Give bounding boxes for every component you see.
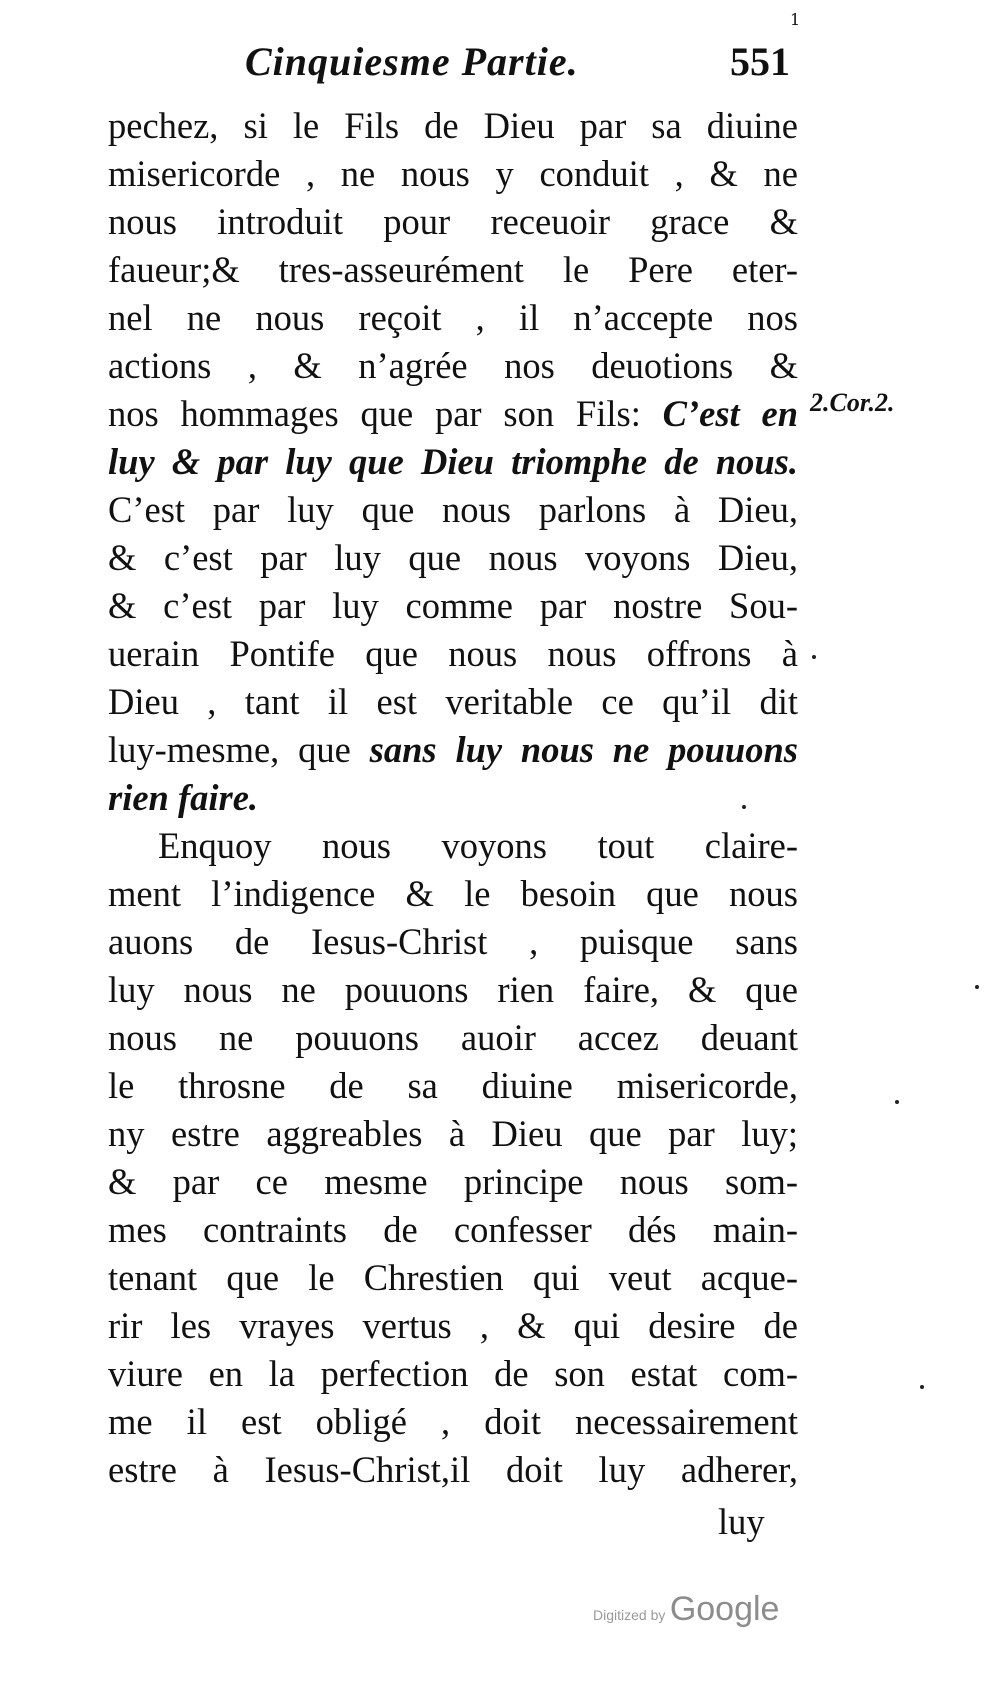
text-line: nous introduit pour receuoir grace & bbox=[108, 201, 798, 242]
corner-mark: 1 bbox=[790, 10, 801, 29]
text-line-with-quote bbox=[108, 726, 798, 774]
paragraph-first-line: Enquoy nous voyons tout claire- bbox=[158, 825, 798, 866]
quote-segment: sans luy nous ne pouuons bbox=[369, 729, 798, 770]
text-line-with-quote bbox=[108, 390, 798, 438]
text-segment: luy-mesme, que bbox=[108, 729, 351, 770]
catchword: luy bbox=[718, 1501, 765, 1542]
text-line: faueur;& tres-asseurément le Pere eter- bbox=[108, 249, 798, 290]
text-line: rir les vrayes vertus , & qui desire de bbox=[108, 1305, 798, 1346]
digitized-watermark bbox=[593, 1590, 779, 1629]
ink-speck bbox=[742, 805, 746, 809]
text-line: & par ce mesme principe nous som- bbox=[108, 1161, 798, 1202]
text-line: nel ne nous reçoit , il n’accepte nos bbox=[108, 297, 798, 338]
text-line: C’est par luy que nous parlons à Dieu, bbox=[108, 489, 798, 530]
text-line: nous ne pouuons auoir accez deuant bbox=[108, 1017, 798, 1058]
ink-speck bbox=[920, 1385, 924, 1389]
ink-speck bbox=[895, 1100, 899, 1104]
running-title: Cinquiesme Partie. bbox=[245, 39, 579, 84]
page-number: 551 bbox=[730, 39, 790, 84]
watermark-prefix: Digitized by bbox=[593, 1607, 666, 1623]
scripture-quote-line: luy & par luy que Dieu triomphe de nous. bbox=[108, 441, 798, 482]
ink-speck bbox=[812, 655, 816, 659]
text-line: uerain Pontife que nous nous offrons à bbox=[108, 633, 798, 674]
page-header bbox=[245, 38, 790, 98]
text-line: mes contraints de confesser dés main- bbox=[108, 1209, 798, 1250]
text-line: misericorde , ne nous y conduit , & ne bbox=[108, 153, 798, 194]
text-line: actions , & n’agrée nos deuotions & bbox=[108, 345, 798, 386]
text-line: ment l’indigence & le besoin que nous bbox=[108, 873, 798, 914]
text-line: ny estre aggreables à Dieu que par luy; bbox=[108, 1113, 798, 1154]
ink-speck bbox=[975, 985, 979, 989]
scripture-quote-line: rien faire. bbox=[108, 777, 259, 818]
text-line: tenant que le Chrestien qui veut acque- bbox=[108, 1257, 798, 1298]
text-line: auons de Iesus-Christ , puisque sans bbox=[108, 921, 798, 962]
google-logo: Google bbox=[669, 1590, 780, 1628]
text-line: le throsne de sa diuine misericorde, bbox=[108, 1065, 798, 1106]
body-text bbox=[108, 102, 798, 1494]
text-line: Dieu , tant il est veritable ce qu’il dit bbox=[108, 681, 798, 722]
text-line: estre à Iesus-Christ,il doit luy adherer, bbox=[108, 1449, 798, 1490]
quote-segment: C’est en bbox=[662, 393, 799, 434]
text-segment: nos hommages que par son Fils: bbox=[108, 393, 641, 434]
text-line: & c’est par luy comme par nostre Sou- bbox=[108, 585, 798, 626]
text-line: pechez, si le Fils de Dieu par sa diuine bbox=[108, 105, 798, 146]
text-line: me il est obligé , doit necessairement bbox=[108, 1401, 798, 1442]
margin-reference: 2.Cor.2. bbox=[810, 388, 895, 417]
text-line: & c’est par luy que nous voyons Dieu, bbox=[108, 537, 798, 578]
text-line: viure en la perfection de son estat com- bbox=[108, 1353, 798, 1394]
text-line: luy nous ne pouuons rien faire, & que bbox=[108, 969, 798, 1010]
